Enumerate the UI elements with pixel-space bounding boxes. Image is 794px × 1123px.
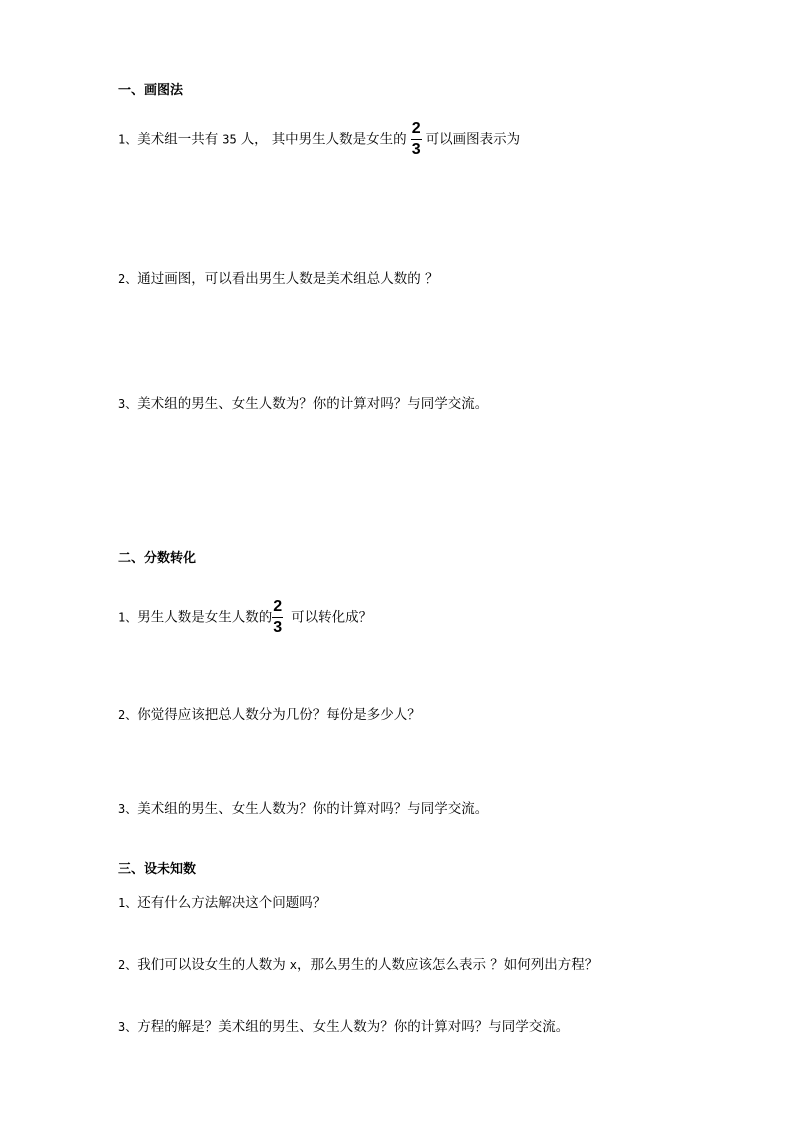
question-text: 你觉得应该把总人数分为几份？每份是多少人？ xyxy=(137,707,421,723)
question-number: 3、 xyxy=(118,397,138,411)
question-text-b: ，那么男生的人数应该怎么表示 ？如何列出方程？ xyxy=(296,957,599,973)
section-2-heading: 二、分数转化 xyxy=(118,551,197,566)
question-number: 2、 xyxy=(118,708,138,722)
section-3-question-3 xyxy=(118,1018,569,1036)
fraction-numerator: 2 xyxy=(273,598,283,615)
section-2-question-2 xyxy=(118,706,421,724)
section-1-question-2 xyxy=(118,270,439,288)
section-3-question-1 xyxy=(118,894,326,912)
section-3-question-2 xyxy=(118,956,598,974)
question-number: 1、 xyxy=(118,610,138,625)
section-3-heading: 三、设未知数 xyxy=(118,862,197,877)
question-text-a: 我们可以设女生的人数为 xyxy=(137,957,286,973)
fraction-bar xyxy=(272,617,283,618)
section-1-question-1 xyxy=(118,120,520,159)
question-text: 通过画图，可以看出男生人数是美术组总人数的 ？ xyxy=(137,271,439,287)
fraction-bar xyxy=(411,139,422,140)
fraction-two-thirds xyxy=(411,120,422,159)
question-text-a: 男生人数是女生人数的 xyxy=(137,609,273,626)
question-number: 1、 xyxy=(118,896,138,910)
question-number: 2、 xyxy=(118,958,138,972)
question-number: 3、 xyxy=(118,802,138,816)
question-text: 方程的解是？美术组的男生、女生人数为？你的计算对吗？与同学交流。 xyxy=(137,1019,570,1035)
section-2-question-3 xyxy=(118,800,488,818)
question-number-value: 35 xyxy=(222,132,237,147)
question-text-d: 其中男生人数是女生的 xyxy=(271,131,407,148)
variable-x: x xyxy=(289,958,297,972)
question-number: 3、 xyxy=(118,1020,138,1034)
question-text: 美术组的男生、女生人数为？你的计算对吗？与同学交流。 xyxy=(137,396,489,412)
section-1-heading: 一、画图法 xyxy=(118,83,184,98)
question-text-e: 可以画图表示为 xyxy=(425,131,521,148)
question-text-a: 美术组一共有 xyxy=(137,131,219,148)
section-1-question-3 xyxy=(118,395,488,413)
section-2-question-1 xyxy=(118,598,372,637)
question-text-e: 可以转化成？ xyxy=(291,609,373,626)
fraction-numerator: 2 xyxy=(411,120,421,137)
question-text: 还有什么方法解决这个问题吗？ xyxy=(137,895,327,911)
fraction-denominator: 3 xyxy=(411,141,421,158)
fraction-two-thirds xyxy=(272,598,283,637)
question-number: 1、 xyxy=(118,132,138,147)
fraction-denominator: 3 xyxy=(273,619,283,636)
question-number: 2、 xyxy=(118,272,138,286)
question-text-c: 人， xyxy=(240,131,268,148)
question-text: 美术组的男生、女生人数为？你的计算对吗？与同学交流。 xyxy=(137,801,489,817)
